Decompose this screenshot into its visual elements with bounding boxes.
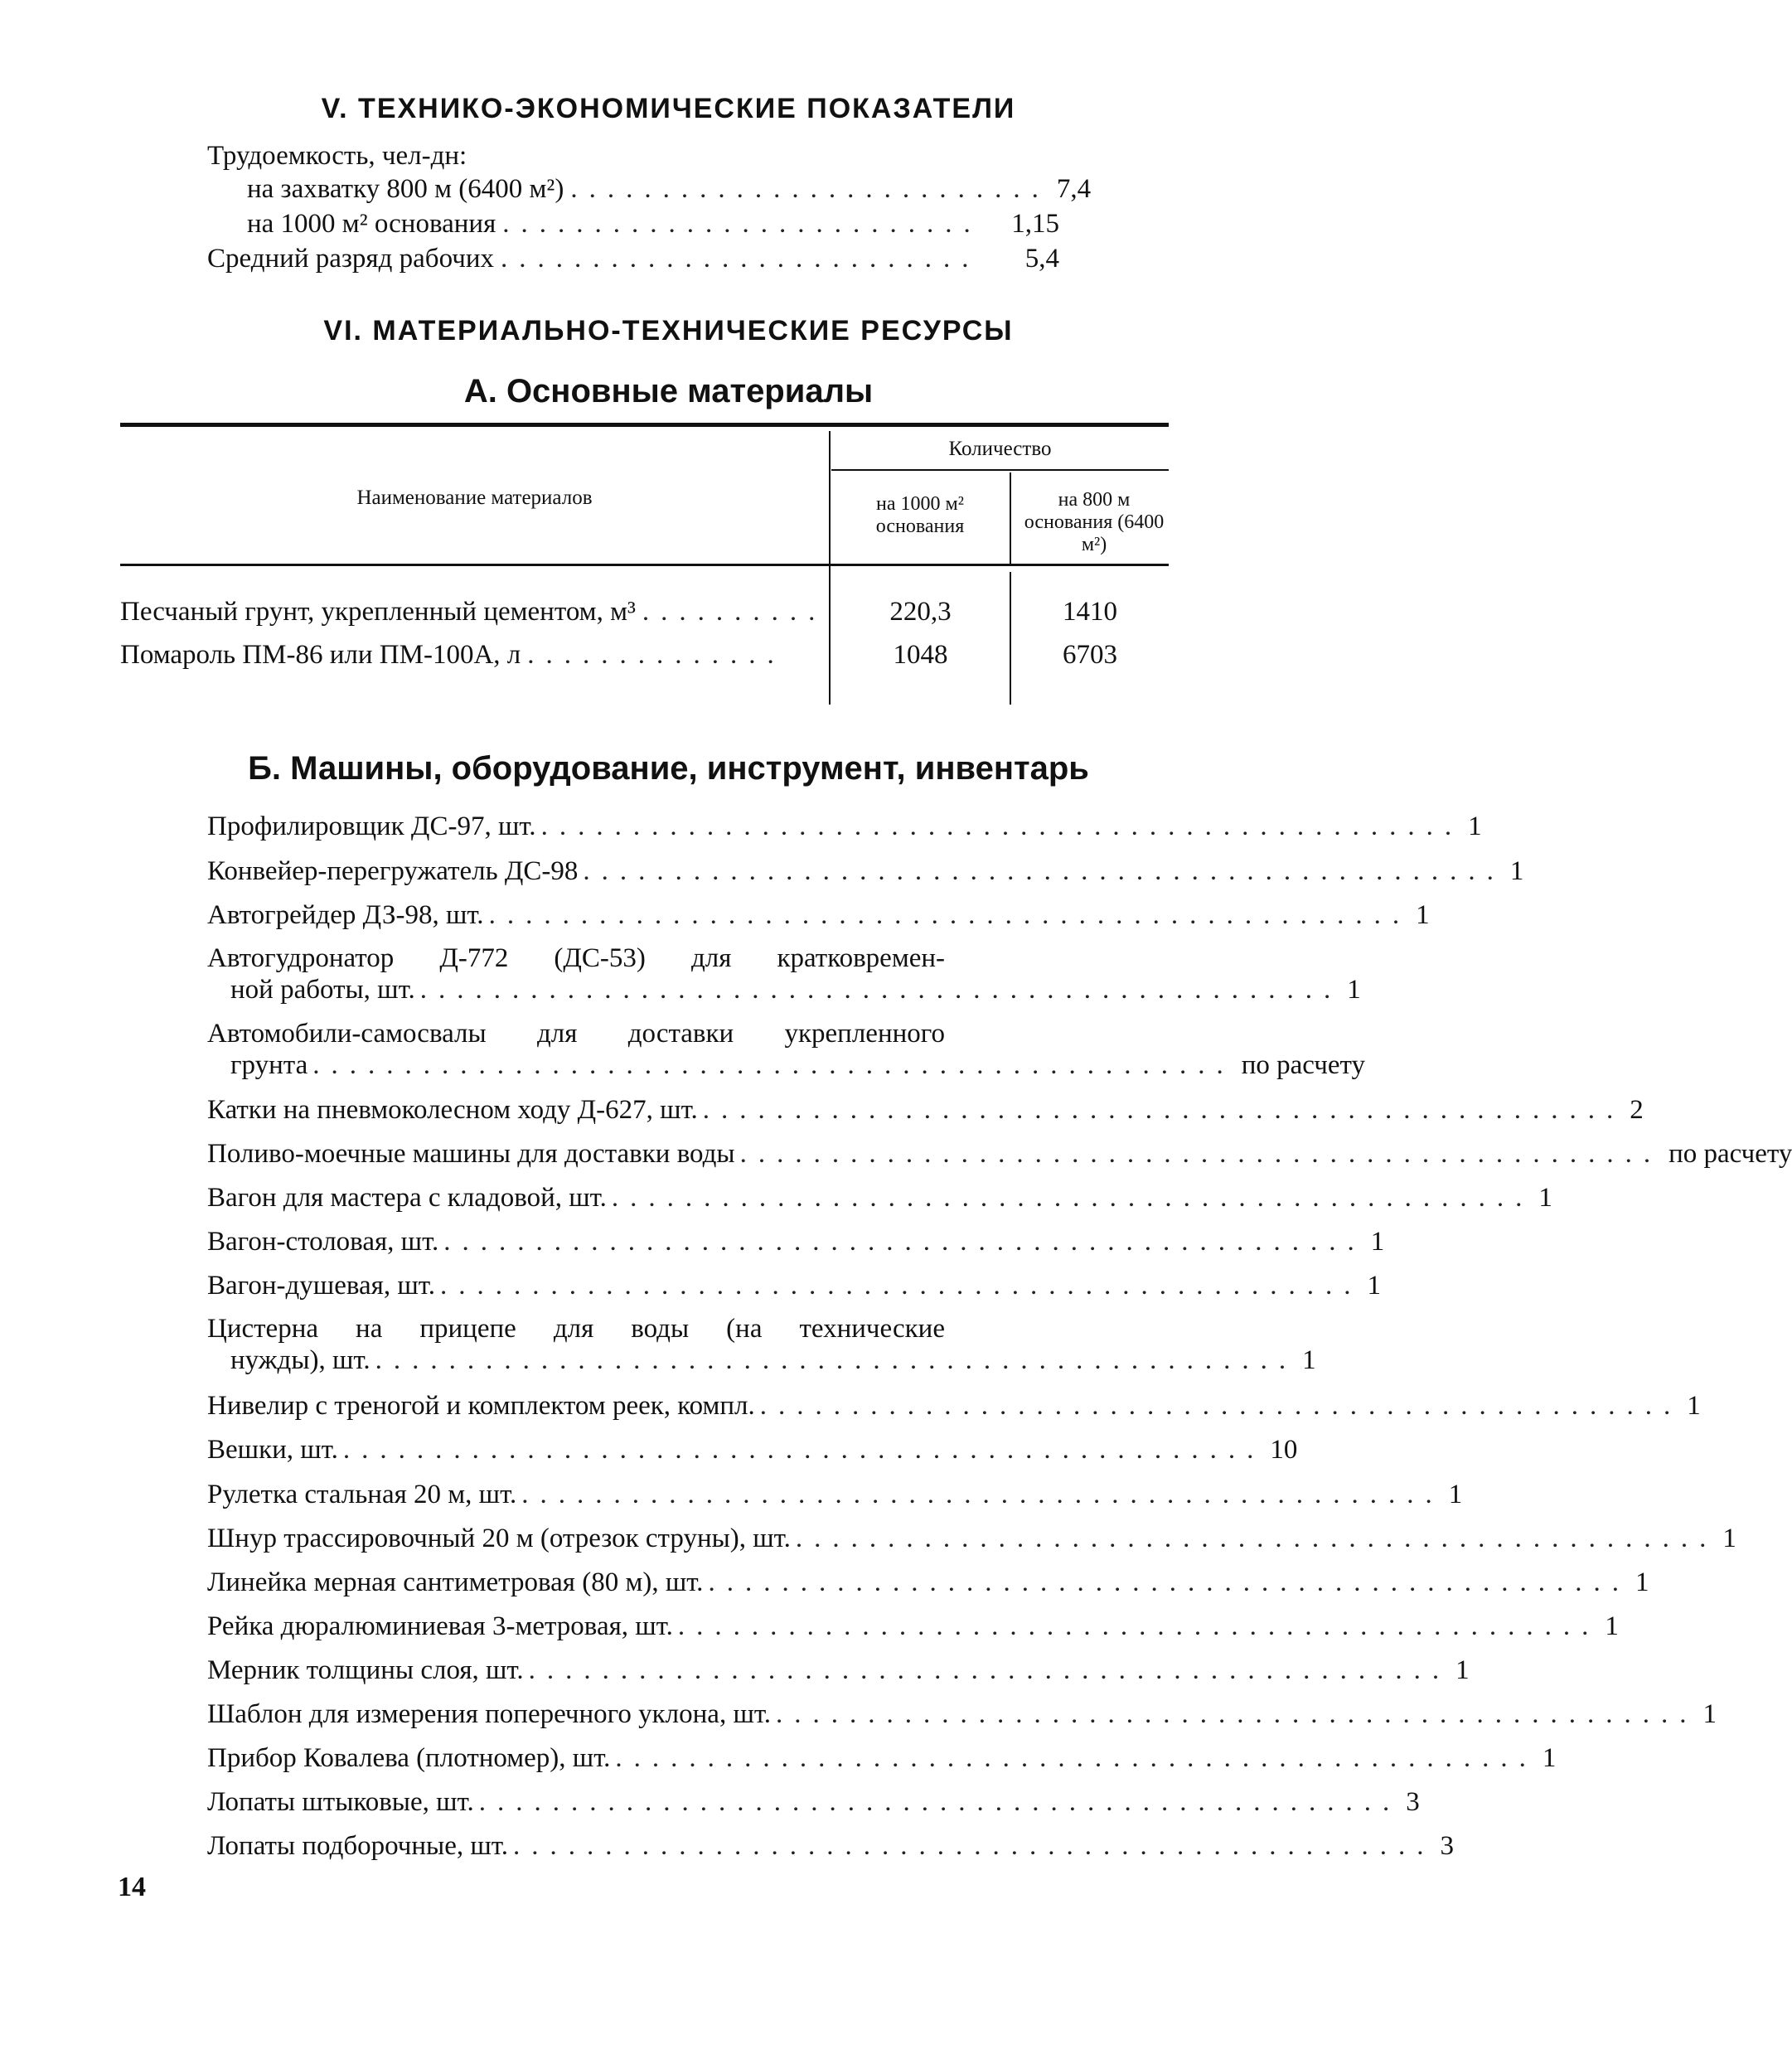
item-quantity: 3 (1440, 1831, 1454, 1861)
list-item: Нивелир с треногой и комплектом реек, компл. .................................................. 1 (207, 1391, 1701, 1421)
table-row: Помароль ПМ-86 или ПМ-100А, л .............. (120, 640, 786, 670)
table-row: Песчаный грунт, укрепленный цементом, м³ .......... (120, 597, 827, 627)
item-quantity: 1 (1448, 1480, 1463, 1509)
item-name: Шаблон для измерения поперечного уклона, шт. (207, 1699, 772, 1729)
table-divider (829, 431, 831, 705)
item-name: Вешки, шт. (207, 1435, 338, 1465)
item-name: Автогрейдер ДЗ-98, шт. (207, 900, 484, 930)
item-quantity: 1 (1538, 1183, 1552, 1213)
item-quantity: 1 (1367, 1271, 1381, 1301)
column-header-per-1000: на 1000 м² основания (875, 493, 965, 537)
list-item: Рейка дюралюминиевая 3-метровая, шт. .................................................. 1 (207, 1611, 1619, 1641)
list-item: Мерник толщины слоя, шт. .................................................. 1 (207, 1655, 1470, 1685)
item-name: Вагон для мастера с кладовой, шт. (207, 1183, 607, 1213)
item-quantity: 1 (1302, 1345, 1316, 1375)
indicator-row: на 1000 м² основания .......................... 1,15 (247, 209, 1059, 239)
column-header-per-800: на 800 м основания (6400 м²) (1024, 489, 1165, 555)
item-name-continued: ной работы, шт. (230, 975, 415, 1005)
table-divider (1010, 572, 1011, 705)
item-name: Рулетка стальная 20 м, шт. (207, 1480, 517, 1509)
list-item: Прибор Ковалева (плотномер), шт. .................................................. 1 (207, 1743, 1557, 1773)
item-quantity: 1 (1702, 1699, 1717, 1729)
item-quantity: 1 (1542, 1743, 1557, 1773)
section-6-title: VI. МАТЕРИАЛЬНО-ТЕХНИЧЕСКИЕ РЕСУРСЫ (323, 315, 1014, 346)
item-name: Прибор Ковалева (плотномер), шт. (207, 1743, 611, 1773)
table-divider (1010, 472, 1011, 565)
list-item: Профилировщик ДС-97, шт. .................................................. 1 (207, 811, 1482, 841)
list-item: Шаблон для измерения поперечного уклона, шт. .................................................. 1 (207, 1699, 1717, 1729)
list-item: Цистерна на прицепе для воды (на технические нужды), шт. .................................................. 1 (207, 1314, 1316, 1375)
list-item: Поливо-моечные машины для доставки воды .................................................. по расчету (207, 1139, 1792, 1169)
item-name: Мерник толщины слоя, шт. (207, 1655, 524, 1685)
indicator-row: Средний разряд рабочих .......................... 5,4 (207, 244, 1059, 274)
list-item: Вешки, шт. .................................................. 10 (207, 1435, 1298, 1465)
page-number: 14 (118, 1872, 146, 1902)
list-item: Рулетка стальная 20 м, шт. .................................................. 1 (207, 1480, 1463, 1509)
column-header-name: Наименование материалов (356, 487, 593, 509)
item-quantity: 1 (1509, 856, 1524, 886)
item-name-continued: грунта (230, 1050, 308, 1080)
item-name-continued: нужды), шт. (230, 1345, 371, 1375)
list-item: Вагон для мастера с кладовой, шт. .................................................. 1 (207, 1183, 1552, 1213)
item-name: Шнур трассировочный 20 м (отрезок струны), шт. (207, 1524, 791, 1553)
column-header-quantity: Количество (948, 438, 1052, 460)
table-cell: 6703 (1063, 640, 1117, 670)
item-quantity: 1 (1635, 1567, 1649, 1597)
item-name: Катки на пневмоколесном ходу Д-627, шт. (207, 1095, 698, 1125)
item-name: Профилировщик ДС-97, шт. (207, 811, 536, 841)
list-item: Автогудронатор Д-772 (ДС-53) для кратковремен- ной работы, шт. .................................................. 1 (207, 943, 1361, 1005)
table-top-rule (120, 423, 1169, 427)
list-item: Линейка мерная сантиметровая (80 м), шт. .................................................. 1 (207, 1567, 1649, 1597)
item-quantity: 10 (1270, 1435, 1298, 1465)
item-quantity: 1 (1605, 1611, 1619, 1641)
item-name: Лопаты штыковые, шт. (207, 1787, 474, 1817)
item-name: Вагон-столовая, шт. (207, 1227, 439, 1257)
subsection-a-title: А. Основные материалы (463, 373, 874, 409)
item-name: Нивелир с треногой и комплектом реек, компл. (207, 1391, 755, 1421)
table-cell: 1048 (893, 640, 948, 670)
indicator-row: на захватку 800 м (6400 м²) .......................... 7,4 (247, 174, 1092, 204)
item-quantity: 1 (1722, 1524, 1736, 1553)
list-item: Шнур трассировочный 20 м (отрезок струны), шт. .................................................. 1 (207, 1524, 1736, 1553)
item-quantity: 1 (1416, 900, 1430, 930)
item-quantity: 1 (1687, 1391, 1701, 1421)
list-item: Конвейер-перегружатель ДС-98 .................................................. 1 (207, 856, 1524, 886)
item-quantity: 1 (1347, 975, 1361, 1005)
item-quantity: 1 (1468, 811, 1482, 841)
item-name: Рейка дюралюминиевая 3-метровая, шт. (207, 1611, 673, 1641)
table-cell: 1410 (1063, 597, 1117, 627)
item-name: Автомобили-самосвалы для доставки укрепленного (207, 1019, 945, 1049)
list-item: Лопаты штыковые, шт. .................................................. 3 (207, 1787, 1420, 1817)
table-header-rule (120, 564, 1169, 566)
item-quantity: 3 (1406, 1787, 1420, 1817)
section-5-title: V. ТЕХНИКО-ЭКОНОМИЧЕСКИЕ ПОКАЗАТЕЛИ (321, 93, 1016, 124)
list-item: Вагон-душевая, шт. .................................................. 1 (207, 1271, 1381, 1301)
labor-label: Трудоемкость, чел-дн: (207, 141, 467, 171)
table-cell: 220,3 (889, 597, 952, 627)
item-quantity: по расчету (1668, 1139, 1792, 1169)
item-name: Вагон-душевая, шт. (207, 1271, 435, 1301)
item-quantity: 1 (1455, 1655, 1470, 1685)
list-item: Вагон-столовая, шт. .................................................. 1 (207, 1227, 1385, 1257)
item-name: Цистерна на прицепе для воды (на технические (207, 1314, 945, 1344)
subsection-b-title: Б. Машины, оборудование, инструмент, инвентарь (248, 750, 1089, 787)
table-qty-rule (831, 469, 1169, 471)
list-item: Автогрейдер ДЗ-98, шт. .................................................. 1 (207, 900, 1430, 930)
item-quantity: 1 (1370, 1227, 1385, 1257)
item-name: Лопаты подборочные, шт. (207, 1831, 508, 1861)
item-name: Автогудронатор Д-772 (ДС-53) для кратковремен- (207, 943, 945, 973)
item-quantity: 2 (1630, 1095, 1644, 1125)
item-name: Линейка мерная сантиметровая (80 м), шт. (207, 1567, 704, 1597)
item-quantity: по расчету (1241, 1050, 1366, 1080)
list-item: Автомобили-самосвалы для доставки укрепленного грунта .................................................. по расчету (207, 1019, 1366, 1080)
list-item: Катки на пневмоколесном ходу Д-627, шт. .................................................. 2 (207, 1095, 1644, 1125)
item-name: Поливо-моечные машины для доставки воды (207, 1139, 735, 1169)
item-name: Конвейер-перегружатель ДС-98 (207, 856, 579, 886)
list-item: Лопаты подборочные, шт. .................................................. 3 (207, 1831, 1454, 1861)
